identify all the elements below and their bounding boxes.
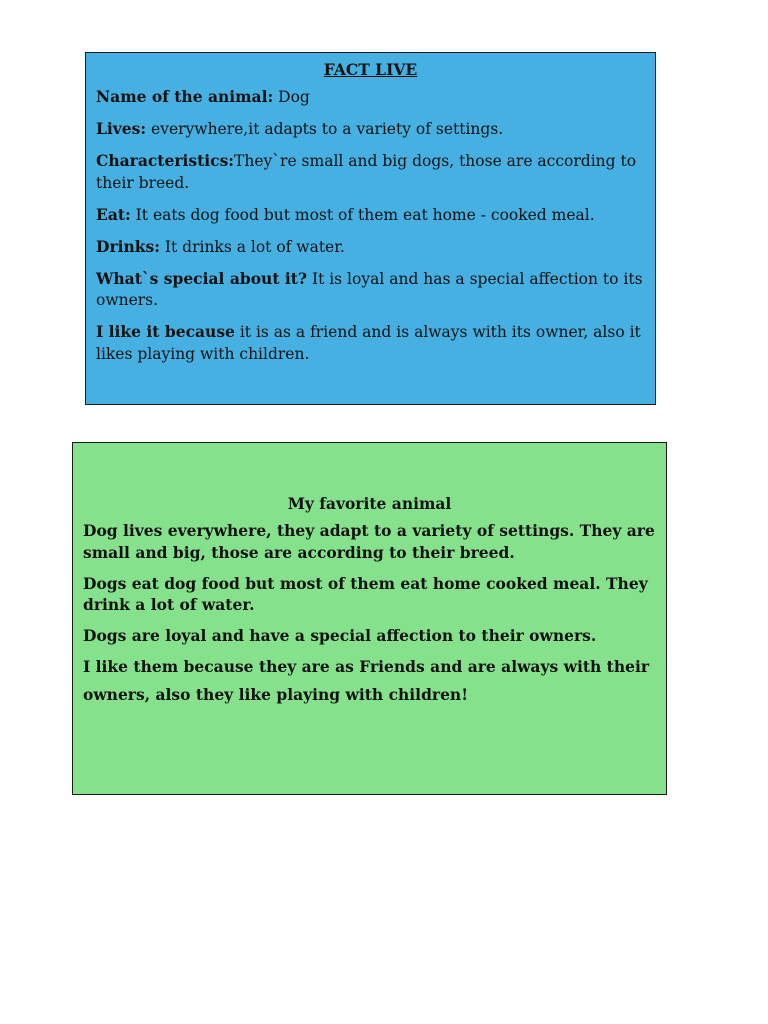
favorite-animal-card (72, 442, 667, 795)
fact-value-lives: everywhere,it adapts to a variety of settings. (146, 120, 504, 138)
fact-value-eat: It eats dog food but most of them eat home - cooked meal. (130, 205, 595, 224)
fact-row-lives (96, 118, 645, 141)
fact-row-drinks (96, 236, 645, 259)
favorite-paragraph-habitat: Dog lives everywhere, they adapt to a variety of settings. They are small and big, those are according to their breed. (83, 521, 655, 562)
favorite-animal-title: My favorite animal (287, 494, 452, 513)
favorite-paragraph-loyalty: Dogs are loyal and have a special affection to their owners. (83, 626, 597, 645)
fact-live-card (85, 52, 656, 405)
fact-value-characteristics: They`re small and big dogs, those are according to their breed. (96, 152, 637, 192)
fact-label-special: What`s special about it? (96, 268, 308, 288)
fact-live-title: FACT LIVE (323, 60, 418, 79)
favorite-paragraph-reason: I like them because they are as Friends and are always with their owners, also they like playing with children! (83, 657, 650, 704)
fact-value-like: it is as a friend and is always with its owner, also it likes playing with children. (96, 323, 641, 363)
fact-label-like: I like it because (96, 322, 235, 341)
fact-label-drinks: Drinks: (96, 236, 160, 256)
fact-value-special: It is loyal and has a special affection to its owners. (96, 269, 643, 309)
fact-label-name: Name of the animal: (96, 87, 274, 106)
fact-label-lives: Lives: (96, 119, 147, 138)
fact-value-drinks: It drinks a lot of water. (159, 237, 345, 256)
fact-label-eat: Eat: (96, 204, 131, 224)
fact-row-special (96, 268, 645, 312)
fact-row-like (96, 321, 645, 365)
fact-label-characteristics: Characteristics: (96, 151, 235, 170)
fact-row-eat (96, 204, 645, 227)
favorite-paragraph-food: Dogs eat dog food but most of them eat home cooked meal. They drink a lot of water. (83, 573, 648, 614)
fact-row-characteristics (96, 150, 645, 194)
fact-value-name: Dog (273, 88, 310, 106)
fact-row-name (96, 86, 645, 109)
